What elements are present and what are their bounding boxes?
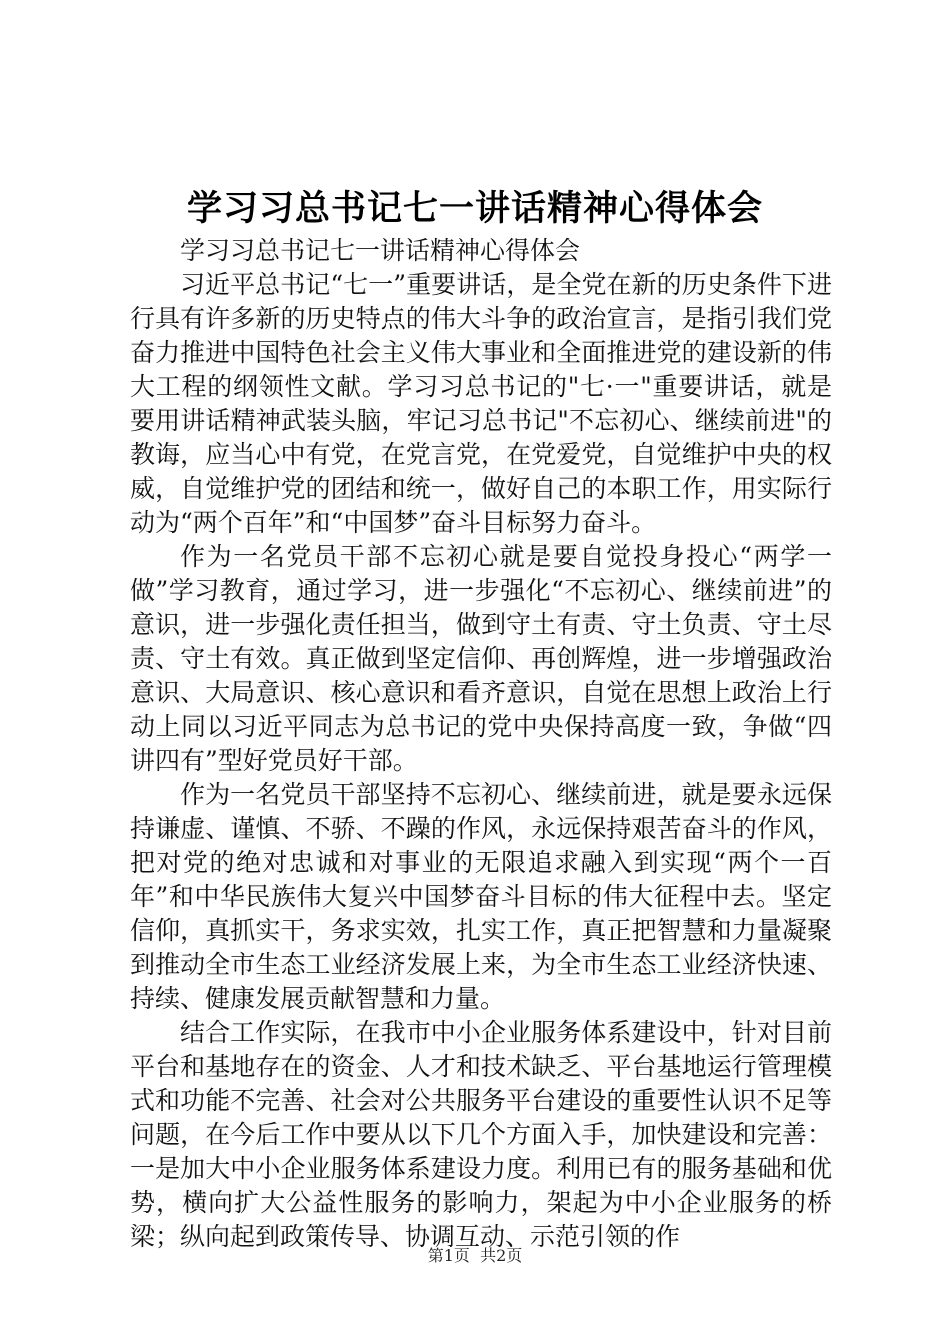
document-body bbox=[130, 234, 832, 1254]
body-paragraph: 作为一名党员干部不忘初心就是要自觉投身投心“两学一做”学习教育，通过学习，进一步强化“不忘初心、继续前进”的意识，进一步强化责任担当，做到守土有责、守土负责、守土尽责、守土有效。真正做到坚定信仰、再创辉煌，进一步增强政治意识、大局意识、核心意识和看齐意识，自觉在思想上政治上行动上同以习近平同志为总书记的党中央保持高度一致，争做“四讲四有”型好党员好干部。 bbox=[130, 542, 832, 775]
body-paragraph: 习近平总书记“七一”重要讲话，是全党在新的历史条件下进行具有许多新的历史特点的伟大斗争的政治宣言，是指引我们党奋力推进中国特色社会主义伟大事业和全面推进党的建设新的伟大工程的纲领性文献。学习习总书记的"七·一"重要讲话，就是要用讲话精神武装头脑，牢记习总书记"不忘初心、继续前进"的教诲，应当心中有党，在党言党，在党爱党，自觉维护中央的权威，自觉维护党的团结和统一，做好自己的本职工作，用实际行动为“两个百年”和“中国梦”奋斗目标努力奋斗。 bbox=[130, 270, 832, 537]
body-paragraph-subtitle: 学习习总书记七一讲话精神心得体会 bbox=[180, 236, 581, 265]
body-paragraph: 作为一名党员干部坚持不忘初心、继续前进，就是要永远保持谦虚、谨慎、不骄、不躁的作风，永远保持艰苦奋斗的作风，把对党的绝对忠诚和对事业的无限追求融入到实现“两个一百年”和中华民族伟大复兴中国梦奋斗目标的伟大征程中去。坚定信仰，真抓实干，务求实效，扎实工作，真正把智慧和力量凝聚到推动全市生态工业经济发展上来，为全市生态工业经济快速、持续、健康发展贡献智慧和力量。 bbox=[130, 780, 832, 1013]
page-number: 第1页 bbox=[427, 1246, 470, 1265]
body-paragraph: 结合工作实际，在我市中小企业服务体系建设中，针对目前平台和基地存在的资金、人才和技术缺乏、平台基地运行管理模式和功能不完善、社会对公共服务平台建设的重要性认识不足等问题，在今后工作中要从以下几个方面入手，加快建设和完善：一是加大中小企业服务体系建设力度。利用已有的服务基础和优势，横向扩大公益性服务的影响力，架起为中小企业服务的桥梁；纵向起到政策传导、协调互动、示范引领的作 bbox=[130, 1018, 832, 1251]
page-footer bbox=[0, 1246, 950, 1266]
footer-spacer bbox=[470, 1246, 480, 1265]
page-total: 共2页 bbox=[480, 1246, 523, 1265]
document-title: 学习习总书记七一讲话精神心得体会 bbox=[186, 188, 763, 229]
